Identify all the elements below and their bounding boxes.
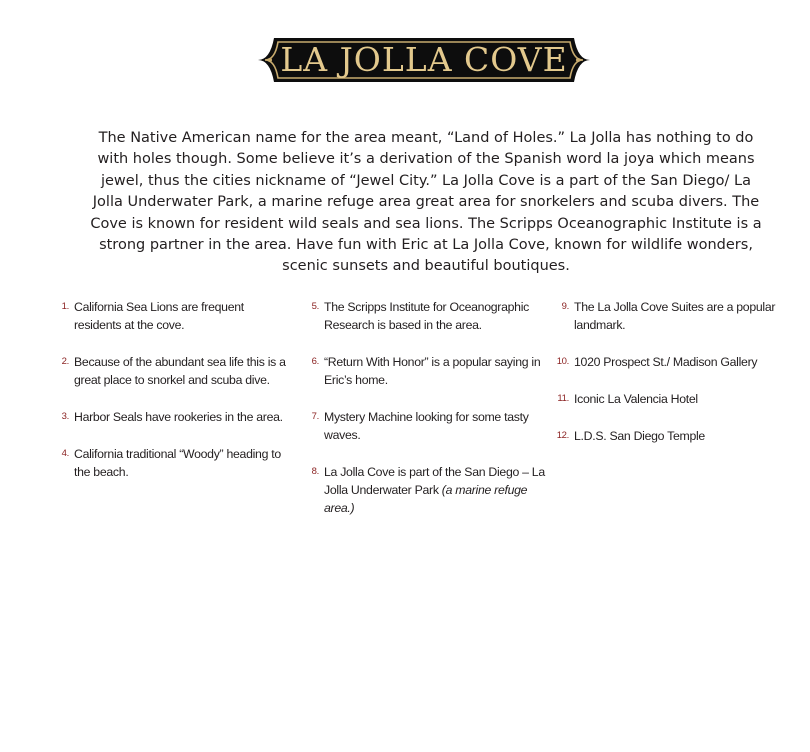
item-text: L.D.S. San Diego Temple (574, 429, 705, 443)
item-text: California traditional “Woody” heading to the beach. (74, 447, 281, 479)
item-number: 9. (561, 301, 569, 312)
item-number: 10. (556, 356, 569, 367)
item-number: 4. (61, 448, 69, 459)
item-number: 2. (61, 356, 69, 367)
item-text (324, 463, 552, 517)
item-number: 6. (311, 356, 319, 367)
item-number: 3. (61, 411, 69, 422)
item-text: California Sea Lions are frequent residents at the cove. (74, 300, 244, 332)
list-item (552, 298, 792, 334)
item-italic-note: (a marine refuge area.) (324, 483, 528, 515)
item-text: The Scripps Institute for Oceanographic Research is based in the area. (324, 300, 529, 332)
list-item (302, 353, 552, 389)
intro-paragraph: The Native American name for the area meant, “Land of Holes.” La Jolla has nothing to do with holes though. Some believe it’s a derivation of the Spanish word la joya which means jewel, thus the cities nickname of “Jewel City.” La Jolla Cove is a part of the San Diego/ La Jolla Underwater Park, a marine refuge area great area for snorkelers and scuba divers. The Cove is known for resident wild seals and sea lions. The Scripps Oceanographic Institute is a strong partner in the area. Have fun with Eric at La Jolla Cove, known for wildlife wonders, scenic sunsets and beautiful boutiques. (90, 130, 762, 275)
list-item (52, 445, 292, 481)
list-item (552, 427, 792, 445)
item-text: “Return With Honor” is a popular saying in Eric’s home. (324, 355, 541, 387)
item-number: 5. (311, 301, 319, 312)
list-item (302, 408, 552, 444)
item-text: The La Jolla Cove Suites are a popular landmark. (574, 300, 776, 332)
list-item (552, 353, 792, 371)
item-number: 11. (557, 393, 569, 404)
facts-column-2 (302, 298, 552, 536)
facts-column-3 (552, 298, 792, 464)
list-item (52, 408, 292, 426)
list-item (302, 298, 552, 334)
item-text: 1020 Prospect St./ Madison Gallery (574, 355, 758, 369)
page-title: LA JOLLA COVE (280, 40, 568, 79)
item-number: 12. (556, 430, 569, 441)
item-text: Iconic La Valencia Hotel (574, 392, 698, 406)
item-number: 8. (311, 466, 319, 477)
item-main-text: La Jolla Cove is part of the San Diego – La Jolla Underwater Park (324, 465, 545, 497)
item-number: 1. (61, 301, 69, 312)
item-text: Because of the abundant sea life this is a great place to snorkel and scuba dive. (74, 355, 286, 387)
list-item (52, 298, 292, 334)
list-item (52, 353, 292, 389)
item-text: Harbor Seals have rookeries in the area. (74, 410, 283, 424)
title-banner (256, 36, 592, 84)
item-text: Mystery Machine looking for some tasty waves. (324, 410, 529, 442)
facts-column-1 (52, 298, 292, 500)
item-number: 7. (311, 411, 319, 422)
list-item (302, 463, 552, 517)
list-item (552, 390, 792, 408)
